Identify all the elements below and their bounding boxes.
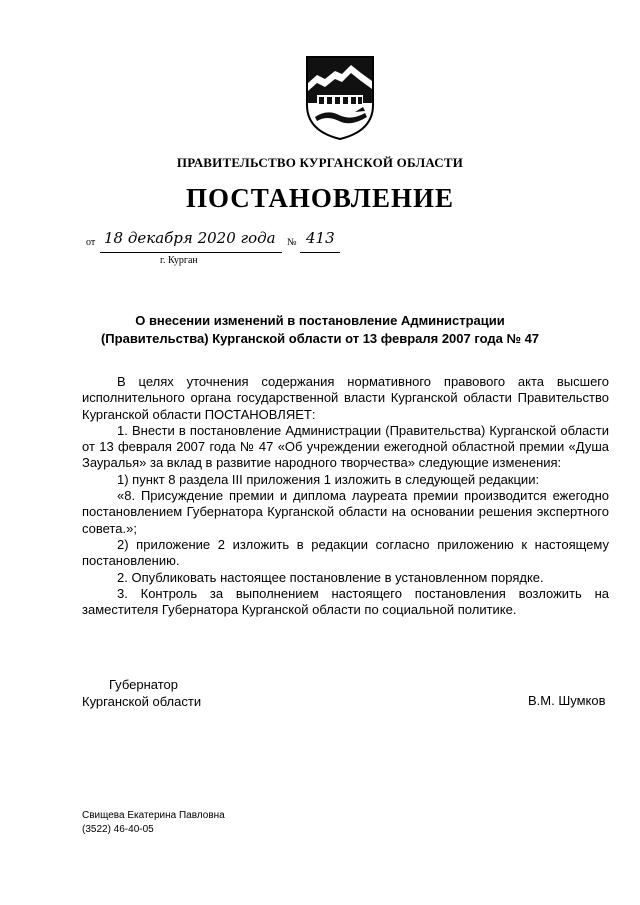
body-paragraph: 2. Опубликовать настоящее постановление в установленном порядке. — [117, 569, 544, 585]
coat-of-arms-icon — [305, 55, 375, 141]
handwritten-date: 18 декабря 2020 года — [104, 229, 276, 247]
executor-phone: (3522) 46-40-05 — [82, 824, 154, 835]
number-label: № — [287, 237, 297, 248]
executor-name: Свищева Екатерина Павловна — [82, 810, 225, 821]
handwritten-number: 413 — [306, 229, 335, 247]
position-line-2: Курганской области — [82, 694, 202, 709]
body-paragraph: 2) приложение 2 изложить в редакции согласно приложению к настоящему постановлению. — [82, 536, 609, 569]
document-subject — [60, 312, 580, 348]
body-paragraph: В целях уточнения содержания нормативного правового акта высшего исполнительного органа государственной власти Курганской области Правительство Курганской области ПОСТАНОВЛЯЕТ: — [82, 374, 609, 422]
subject-line-1: О внесении изменений в постановление Администрации — [135, 313, 505, 328]
signatory-name: В.М. Шумков — [528, 693, 606, 708]
body-paragraph: «8. Присуждение премии и диплома лауреата премии производится ежегодно постановлением Губернатора Курганской области на основании решения экспертного совета.»; — [82, 488, 609, 536]
government-title: ПРАВИТЕЛЬСТВО КУРГАНСКОЙ ОБЛАСТИ — [176, 155, 464, 170]
body-paragraph: 1) пункт 8 раздела III приложения 1 изложить в следующей редакции: — [117, 471, 540, 487]
document-type: ПОСТАНОВЛЕНИЕ — [185, 183, 455, 213]
subject-line-2: (Правительства) Курганской области от 13 февраля 2007 года № 47 — [100, 331, 540, 346]
number-underline — [300, 252, 340, 253]
date-underline — [100, 252, 282, 253]
signatory-position — [82, 676, 201, 710]
position-line-1: Губернатор — [109, 677, 178, 692]
body-paragraph: 1. Внести в постановление Администрации (Правительства) Курганской области от 13 февраля 2007 года № 47 «Об учреждении ежегодной областной премии «Душа Зауралья» за вклад в развитие народного творчества» следующие изменения: — [82, 422, 609, 471]
city-label: г. Курган — [160, 255, 198, 266]
document-body — [82, 374, 609, 618]
body-paragraph: 3. Контроль за выполнением настоящего постановления возложить на заместителя Губернатора Курганской области по социальной политике. — [82, 585, 609, 618]
executor-info — [82, 809, 225, 837]
from-label: от — [86, 237, 96, 248]
